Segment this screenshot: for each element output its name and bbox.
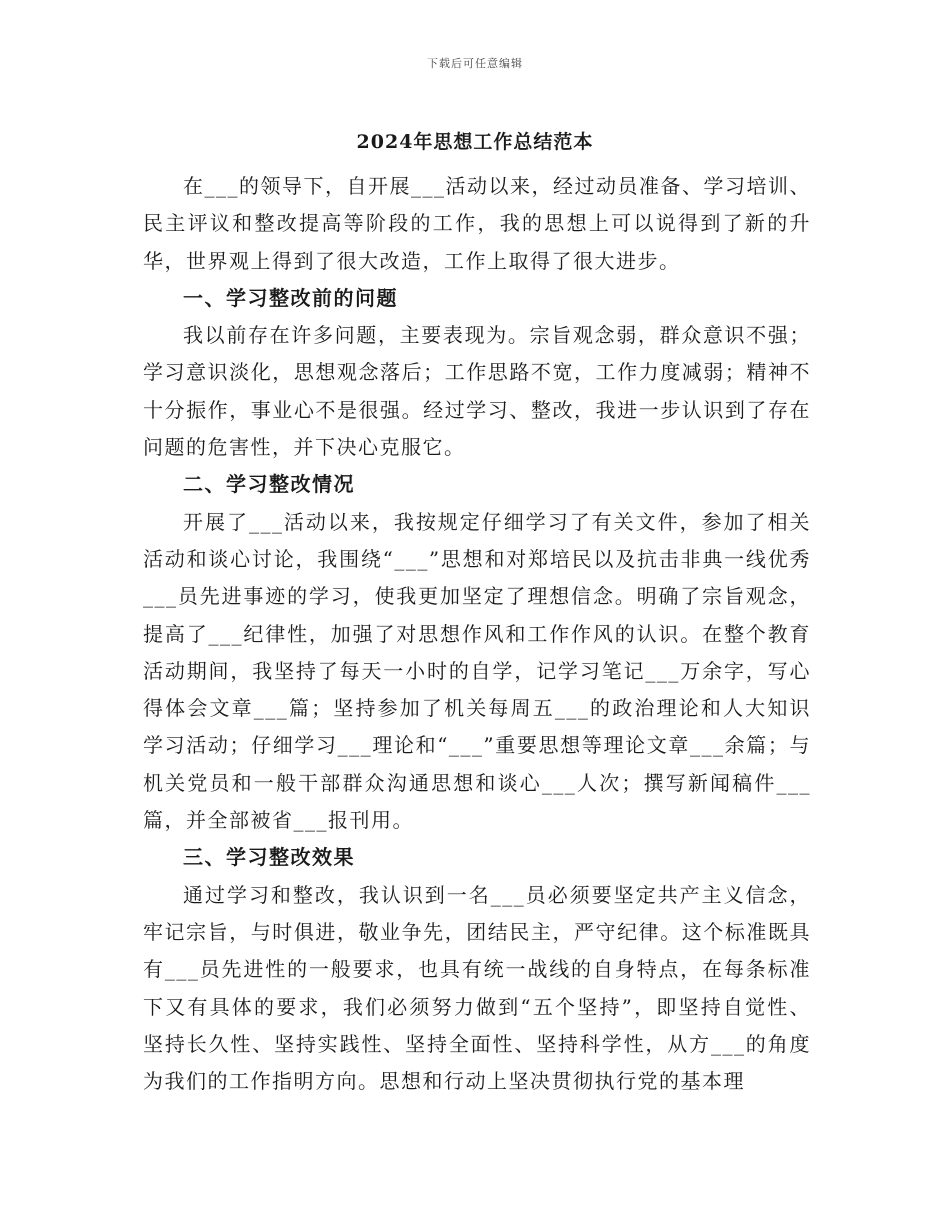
- intro-paragraph: 在___的领导下，自开展___活动以来，经过动员准备、学习培训、民主评议和整改提高等阶段的工作，我的思想上可以说得到了新的升华，世界观上得到了很大改造，工作上取得了很大进步。: [143, 174, 811, 273]
- section-body-2: 开展了___活动以来，我按规定仔细学习了有关文件，参加了相关活动和谈心讨论，我围绕“___”思想和对郑培民以及抗击非典一线优秀___员先进事迹的学习，使我更加坚定了理想信念。明确了宗旨观念，提高了___纪律性，加强了对思想作风和工作作风的认识。在整个教育活动期间，我坚持了每天一小时的自学，记学习笔记___万余字，写心得体会文章___篇；坚持参加了机关每周五___的政治理论和人大知识学习活动；仔细学习___理论和“___”重要思想等理论文章___余篇；与机关党员和一般干部群众沟通思想和谈心___人次；撰写新闻稿件___篇，并全部被省___报刊用。: [143, 509, 811, 833]
- page-header-note: 下载后可任意编辑: [427, 57, 523, 70]
- section-heading-2: 二、学习整改情况: [183, 472, 355, 497]
- document-title: 2024年思想工作总结范本: [356, 131, 594, 153]
- section-body-3: 通过学习和整改，我认识到一名___员必须要坚定共产主义信念，牢记宗旨，与时俱进，敬业争先，团结民主，严守纪律。这个标准既具有___员先进性的一般要求，也具有统一战线的自身特点，在每条标准下又有具体的要求，我们必须努力做到“五个坚持”，即坚持自觉性、坚持长久性、坚持实践性、坚持全面性、坚持科学性，从方___的角度为我们的工作指明方向。思想和行动上坚决贯彻执行党的基本理: [143, 882, 811, 1094]
- document-body: [143, 168, 811, 1100]
- section-body-1: 我以前存在许多问题，主要表现为。宗旨观念弱，群众意识不强；学习意识淡化，思想观念落后；工作思路不宽，工作力度减弱；精神不十分振作，事业心不是很强。经过学习、整改，我进一步认识到了存在问题的危害性，并下决心克服它。: [143, 323, 811, 460]
- section-heading-1: 一、学习整改前的问题: [183, 285, 398, 310]
- section-heading-3: 三、学习整改效果: [183, 845, 355, 870]
